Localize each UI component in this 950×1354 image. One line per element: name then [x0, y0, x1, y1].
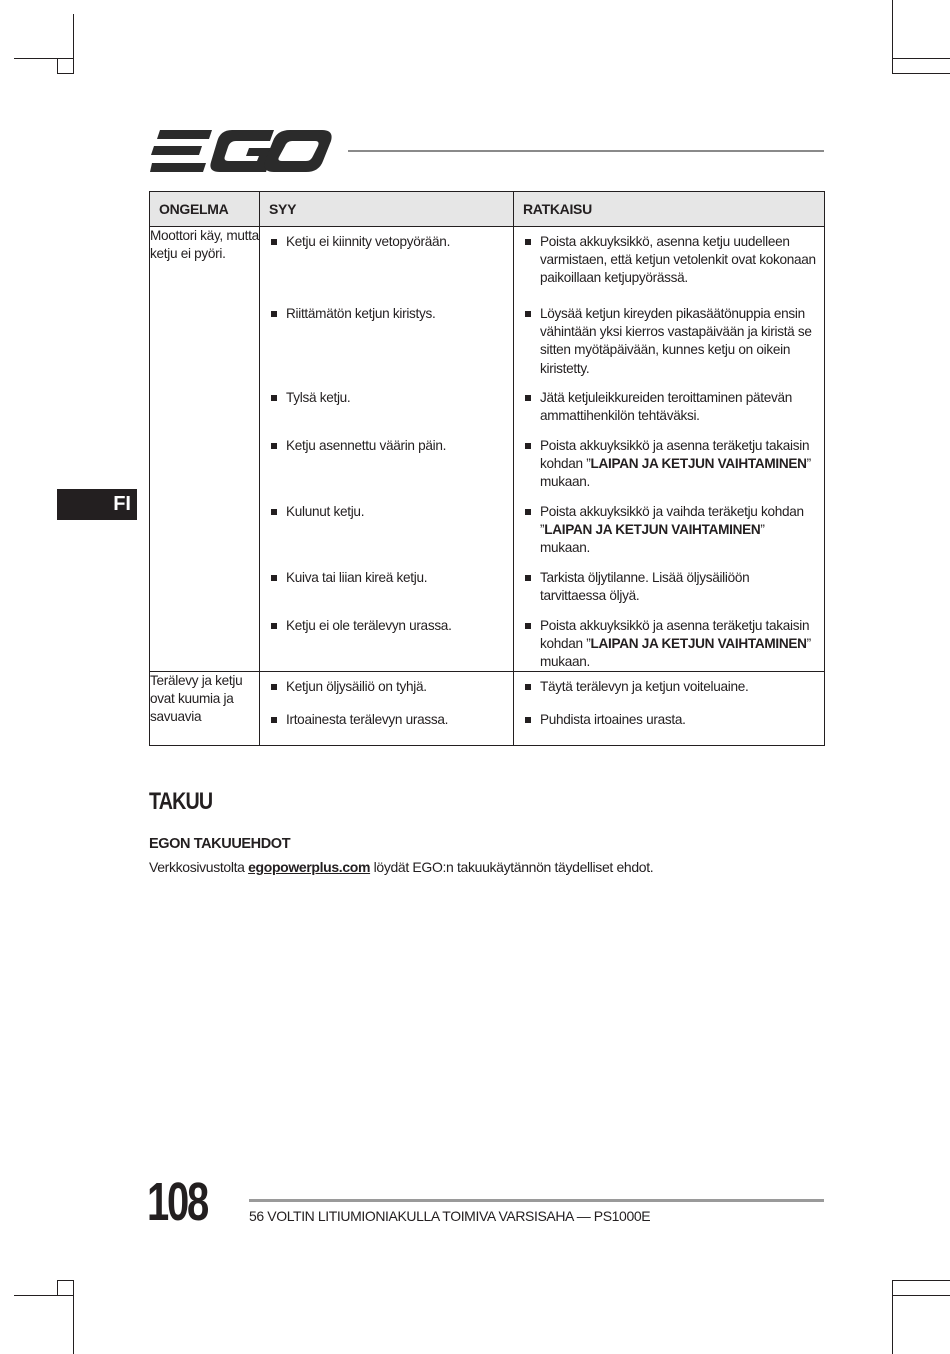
- cause-item: Irtoainesta terälevyn urassa.: [260, 711, 513, 745]
- remedy-item: [514, 503, 824, 569]
- problem-cell: Moottori käy, mutta ketju ei pyöri.: [150, 227, 260, 672]
- remedy-text: ” mukaan.: [540, 456, 811, 490]
- cause-item: Ketju asennettu väärin päin.: [260, 437, 513, 503]
- cause-cell: [260, 227, 514, 672]
- crop-mark: [892, 1280, 950, 1281]
- remedy-text: Jätä ketjuleikkureiden teroittaminen pätevän ammattihenkilön tehtäväksi.: [540, 390, 793, 424]
- cause-item: Ketju ei ole terälevyn urassa.: [260, 617, 513, 671]
- remedy-item: [514, 233, 824, 305]
- remedy-bold-reference: LAIPAN JA KETJUN VAIHTAMINEN: [590, 636, 807, 652]
- remedy-cell: [514, 227, 825, 672]
- table-row: [150, 672, 825, 746]
- remedy-text: Löysää ketjun kireyden pikasäätönuppia ensin vähintään yksi kierros vastapäivään ja kiristä se sitten myötäpäivään, kunnes ketju on oikein kiristetty.: [540, 306, 812, 376]
- problem-cell: Terälevy ja ketju ovat kuumia ja savuavia: [150, 672, 260, 746]
- warranty-text-after: löydät EGO:n takuukäytännön täydelliset ehdot.: [370, 859, 654, 875]
- remedy-text: ” mukaan.: [540, 522, 765, 556]
- crop-mark: [57, 1280, 58, 1295]
- crop-mark: [57, 58, 58, 74]
- crop-mark: [892, 1295, 950, 1296]
- crop-mark: [14, 58, 74, 59]
- remedy-item: [514, 305, 824, 389]
- crop-mark: [892, 58, 950, 59]
- crop-mark: [892, 0, 893, 74]
- remedy-text: ” mukaan.: [540, 636, 811, 670]
- remedy-bold-reference: LAIPAN JA KETJUN VAIHTAMINEN: [544, 522, 761, 538]
- table-row: [150, 227, 825, 672]
- cause-item: Riittämätön ketjun kiristys.: [260, 305, 513, 389]
- remedy-text: Tarkista öljytilanne. Lisää öljysäiliöön tarvittaessa öljyä.: [540, 570, 750, 604]
- remedy-text: Poista akkuyksikkö ja asenna teräketju takaisin kohdan ”: [540, 438, 810, 472]
- table-header-row: [150, 192, 825, 227]
- remedy-text: Poista akkuyksikkö, asenna ketju uudelleen varmistaen, että ketjun vetolenkit ovat kokonaan paikoillaan ketjupyörässä.: [540, 234, 816, 286]
- ego-logo: [150, 130, 332, 172]
- crop-mark: [73, 1280, 74, 1354]
- section-title: TAKUU: [149, 788, 213, 815]
- remedy-text: Puhdista irtoaines urasta.: [540, 712, 686, 727]
- remedy-item: [514, 678, 824, 711]
- column-header-cause: SYY: [260, 192, 514, 227]
- remedy-cell: [514, 672, 825, 746]
- cause-item: Kulunut ketju.: [260, 503, 513, 569]
- cause-item: Ketjun öljysäiliö on tyhjä.: [260, 678, 513, 711]
- crop-mark: [892, 73, 950, 74]
- remedy-item: [514, 437, 824, 503]
- header-rule: [348, 150, 824, 152]
- crop-mark: [73, 14, 74, 74]
- troubleshooting-table: [149, 191, 825, 746]
- footer-text: 56 VOLTIN LITIUMIONIAKULLA TOIMIVA VARSISAHA — PS1000E: [249, 1208, 651, 1224]
- remedy-item: [514, 569, 824, 617]
- remedy-item: [514, 617, 824, 671]
- warranty-subtitle: EGON TAKUUEHDOT: [149, 836, 291, 852]
- crop-mark: [57, 73, 74, 74]
- remedy-text: Poista akkuyksikkö ja asenna teräketju takaisin kohdan ”: [540, 618, 810, 652]
- remedy-text: Poista akkuyksikkö ja vaihda teräketju kohdan ”: [540, 504, 804, 538]
- page-number: 108: [147, 1172, 208, 1232]
- language-tab-label: FI: [113, 493, 131, 515]
- remedy-text: Täytä terälevyn ja ketjun voiteluaine.: [540, 679, 749, 694]
- cause-item: Ketju ei kiinnity vetopyörään.: [260, 233, 513, 305]
- crop-mark: [57, 1280, 74, 1281]
- cause-item: Tylsä ketju.: [260, 389, 513, 437]
- language-tab: [57, 489, 137, 520]
- warranty-text: [149, 859, 653, 875]
- crop-mark: [14, 1295, 74, 1296]
- cause-cell: [260, 672, 514, 746]
- remedy-bold-reference: LAIPAN JA KETJUN VAIHTAMINEN: [590, 456, 807, 472]
- crop-mark: [892, 1280, 893, 1354]
- footer-rule: [249, 1199, 824, 1202]
- remedy-item: [514, 711, 824, 745]
- warranty-text-before: Verkkosivustolta: [149, 859, 249, 875]
- column-header-remedy: RATKAISU: [514, 192, 825, 227]
- column-header-problem: ONGELMA: [150, 192, 260, 227]
- website-link[interactable]: egopowerplus.com: [248, 859, 371, 875]
- remedy-item: [514, 389, 824, 437]
- cause-item: Kuiva tai liian kireä ketju.: [260, 569, 513, 617]
